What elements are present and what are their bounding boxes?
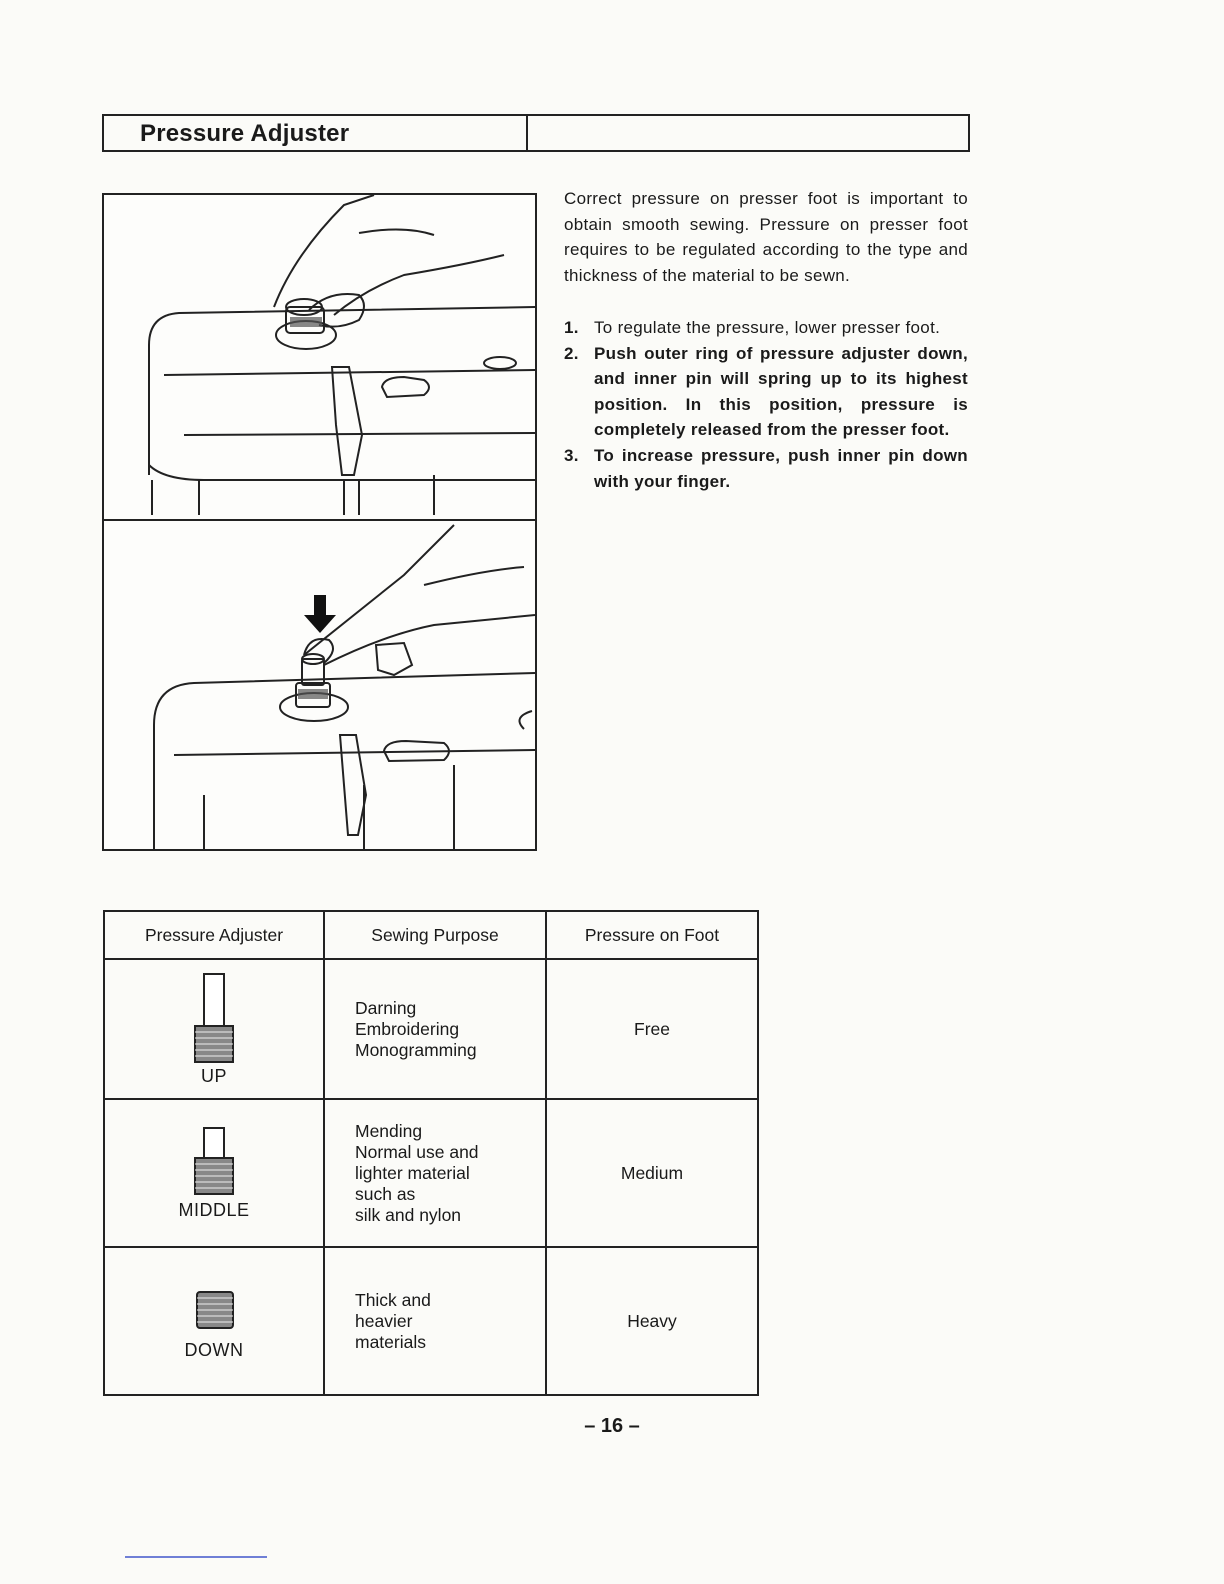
purpose-line: materials	[355, 1331, 426, 1352]
table-row	[104, 1247, 758, 1395]
step-text: To increase pressure, push inner pin down with your finger.	[594, 445, 968, 491]
title-divider	[526, 116, 528, 150]
table-row	[104, 959, 758, 1099]
purpose-line: Monogramming	[355, 1039, 477, 1060]
step-number: 3.	[564, 445, 579, 465]
pressure-cell: Heavy	[546, 1247, 758, 1395]
purpose-cell	[324, 1247, 546, 1395]
step-text: To regulate the pressure, lower presser foot.	[594, 318, 941, 337]
purpose-line: heavier	[355, 1310, 413, 1331]
purpose-line: Embroidering	[355, 1018, 460, 1039]
page-number: – 16 –	[584, 1415, 640, 1437]
purpose-line: Mending	[355, 1120, 423, 1141]
adjuster-cell	[104, 1099, 324, 1247]
purpose-line: such as	[355, 1183, 416, 1204]
adjuster-label: DOWN	[184, 1339, 244, 1360]
step-item	[564, 315, 968, 341]
step-number: 2.	[564, 343, 579, 363]
header-pressure-adjuster: Pressure Adjuster	[104, 911, 324, 959]
step-text: Push outer ring of pressure adjuster down, and inner pin will spring up to its highest position. In this position, pressure is completely released from the presser foot.	[594, 343, 968, 440]
step-item	[564, 341, 968, 443]
pressure-table	[103, 910, 759, 1396]
adjuster-middle-icon	[184, 1126, 244, 1198]
pressure-cell: Free	[546, 959, 758, 1099]
adjuster-up-icon	[184, 972, 244, 1064]
section-title-box	[102, 114, 970, 152]
illustration-drawing	[104, 195, 535, 849]
purpose-line: Normal use and	[355, 1141, 479, 1162]
table-row	[104, 1099, 758, 1247]
header-pressure-on-foot: Pressure on Foot	[546, 911, 758, 959]
scan-mark	[125, 1556, 267, 1558]
purpose-line: silk and nylon	[355, 1204, 462, 1225]
step-number: 1.	[564, 318, 579, 337]
intro-paragraph: Correct pressure on presser foot is important to obtain smooth sewing. Pressure on presser foot requires to be regulated according to the type and thickness of the material to be sewn.	[564, 189, 968, 285]
pressure-adjuster-illustration	[102, 193, 537, 851]
table-header-row	[104, 911, 758, 959]
adjuster-cell	[104, 1247, 324, 1395]
section-title: Pressure Adjuster	[140, 120, 350, 147]
pressure-cell: Medium	[546, 1099, 758, 1247]
adjuster-label: MIDDLE	[178, 1199, 250, 1220]
purpose-line: lighter material	[355, 1162, 470, 1183]
adjuster-down-icon	[184, 1282, 244, 1338]
down-arrow-icon	[304, 595, 336, 633]
adjuster-cell	[104, 959, 324, 1099]
purpose-cell	[324, 1099, 546, 1247]
step-item	[564, 443, 968, 494]
purpose-line: Darning	[355, 997, 417, 1018]
instruction-steps	[564, 315, 968, 494]
header-sewing-purpose: Sewing Purpose	[324, 911, 546, 959]
purpose-line: Thick and	[355, 1289, 431, 1310]
purpose-cell	[324, 959, 546, 1099]
adjuster-label: UP	[200, 1065, 227, 1086]
